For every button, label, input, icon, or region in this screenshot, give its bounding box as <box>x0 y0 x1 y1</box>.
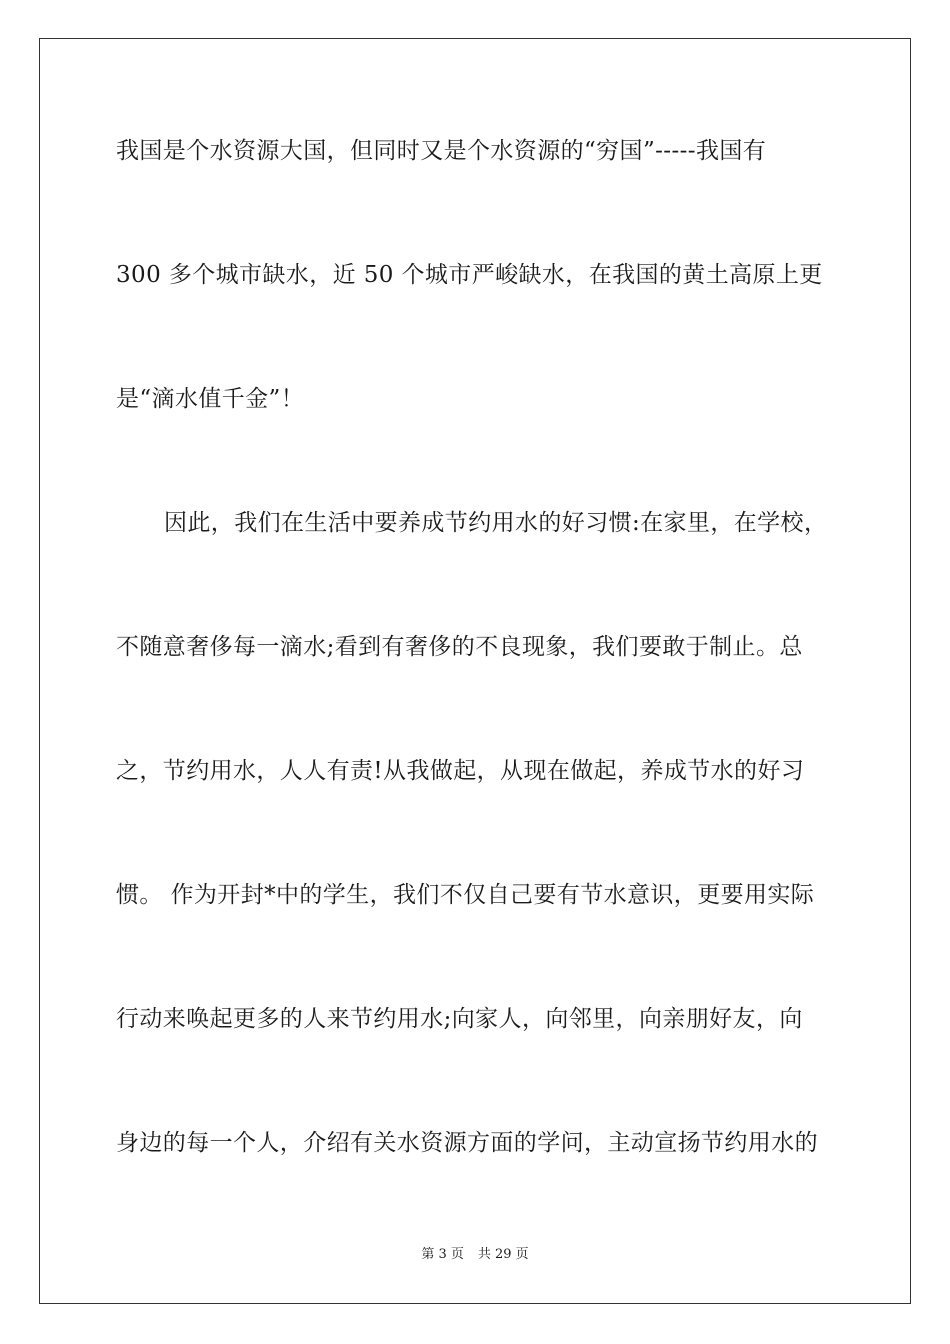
text-line: 是“滴水值千金”！ <box>116 386 305 412</box>
text-line: 行动来唤起更多的人来节约用水;向家人，向邻里，向亲朋好友，向 <box>116 1006 803 1032</box>
text-line: 身边的每一个人，介绍有关水资源方面的学问，主动宣扬节约用水的 <box>116 1130 818 1156</box>
text-line: 我国是个水资源大国，但同时又是个水资源的“穷国”-----我国有 <box>116 138 767 164</box>
text-line: 300 多个城市缺水，近 50 个城市严峻缺水，在我国的黄土高原上更 <box>116 262 823 288</box>
page-footer <box>0 1246 950 1264</box>
text-line: 惯。 作为开封*中的学生，我们不仅自己要有节水意识，更要用实际 <box>116 882 815 908</box>
current-page-number: 第 3 页 <box>421 1247 464 1262</box>
page-border <box>39 38 911 1304</box>
text-line: 不随意奢侈每一滴水;看到有奢侈的不良现象，我们要敢于制止。总 <box>116 634 803 660</box>
text-line-indented: 因此，我们在生活中要养成节约用水的好习惯:在家里，在学校， <box>164 510 828 536</box>
text-line: 之，节约用水，人人有责!从我做起，从现在做起，养成节水的好习 <box>116 758 805 784</box>
total-page-count: 共 29 页 <box>477 1247 529 1262</box>
